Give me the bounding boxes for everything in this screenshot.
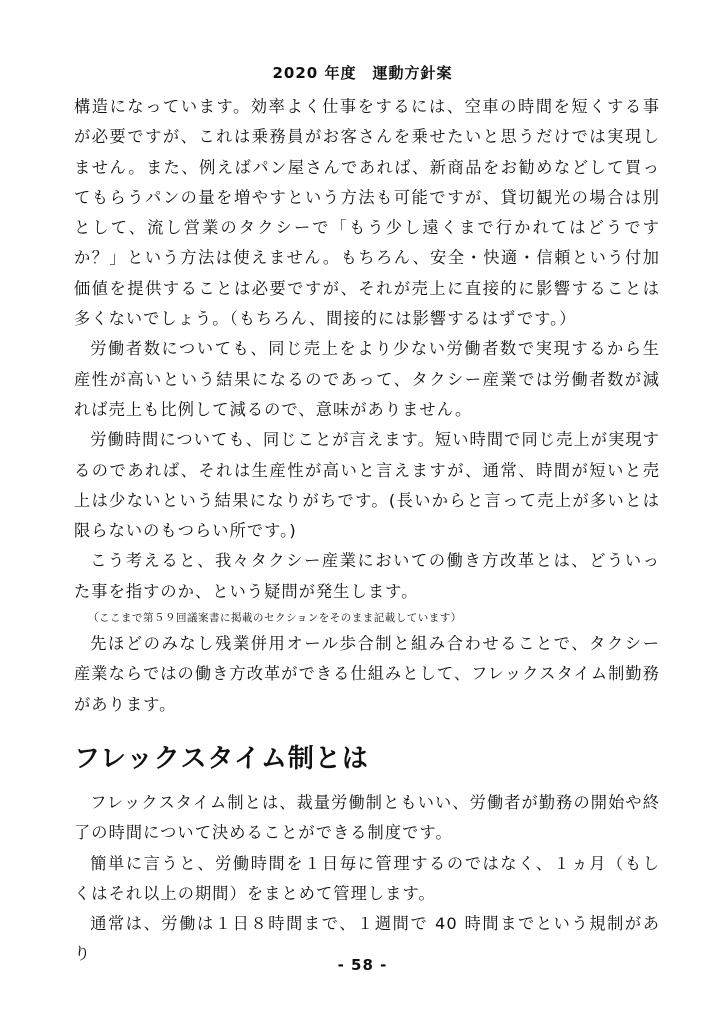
- section-heading: フレックスタイム制とは: [74, 743, 369, 774]
- page-number: - 58 -: [337, 956, 388, 974]
- source-note: （ここまで第５９回議案書に掲載のセクションをそのまま記載しています）: [88, 612, 462, 625]
- paragraph-flextime-intro: 先ほどのみなし残業併用オール歩合制と組み合わせることで、タクシー産業ならではの働き方改革ができる仕組みとして、フレックスタイム制勤務があります。: [74, 634, 660, 714]
- paragraph-workers: 労働者数についても、同じ売上をより少ない労働者数で実現するから生産性が高いという結果になるのであって、タクシー産業では労働者数が減れば売上も比例して減るので、意味がありません。: [74, 339, 660, 419]
- paragraph-flextime-summary: 簡単に言うと、労働時間を１日毎に管理するのではなく、１ヵ月（もしくはそれ以上の期間）をまとめて管理します。: [74, 853, 660, 903]
- paragraph-working-hours: 労働時間についても、同じことが言えます。短い時間で同じ売上が実現するのであれば、それは生産性が高いと言えますが、通常、時間が短いと売上は少ないという結果になりがちです。(長いからと言って売上が多いとは限らないのもつらい所です。): [74, 430, 660, 541]
- running-header: 2020 年度 運動方針案: [272, 64, 453, 82]
- paragraph-regulation: 通常は、労働は１日８時間まで、１週間で 40 時間までという規制があり: [74, 914, 660, 964]
- paragraph-continued: 構造になっています。効率よく仕事をするには、空車の時間を短くする事が必要ですが、これは乗務員がお客さんを乗せたいと思うだけでは実現しません。また、例えばパン屋さんであれば、新商品をお勧めなどして買ってもらうパンの量を増やすという方法も可能ですが、貸切観光の場合は別として、流し営業のタクシーで「もう少し遠くまで行かれてはどうですか？」という方法は使えません。もちろん、安全・快適・信頼という付加価値を提供することは必要ですが、それが売上に直接的に影響することは多くないでしょう。（もちろん、間接的には影響するはずです。）: [74, 97, 660, 329]
- paragraph-question: こう考えると、我々タクシー産業においての働き方改革とは、どういった事を指すのか、という疑問が発生します。: [74, 551, 660, 601]
- body-text: [74, 92, 660, 970]
- paragraph-flextime-definition: フレックスタイム制とは、裁量労働制ともいい、労働者が勤務の開始や終了の時間について決めることができる制度です。: [74, 792, 660, 843]
